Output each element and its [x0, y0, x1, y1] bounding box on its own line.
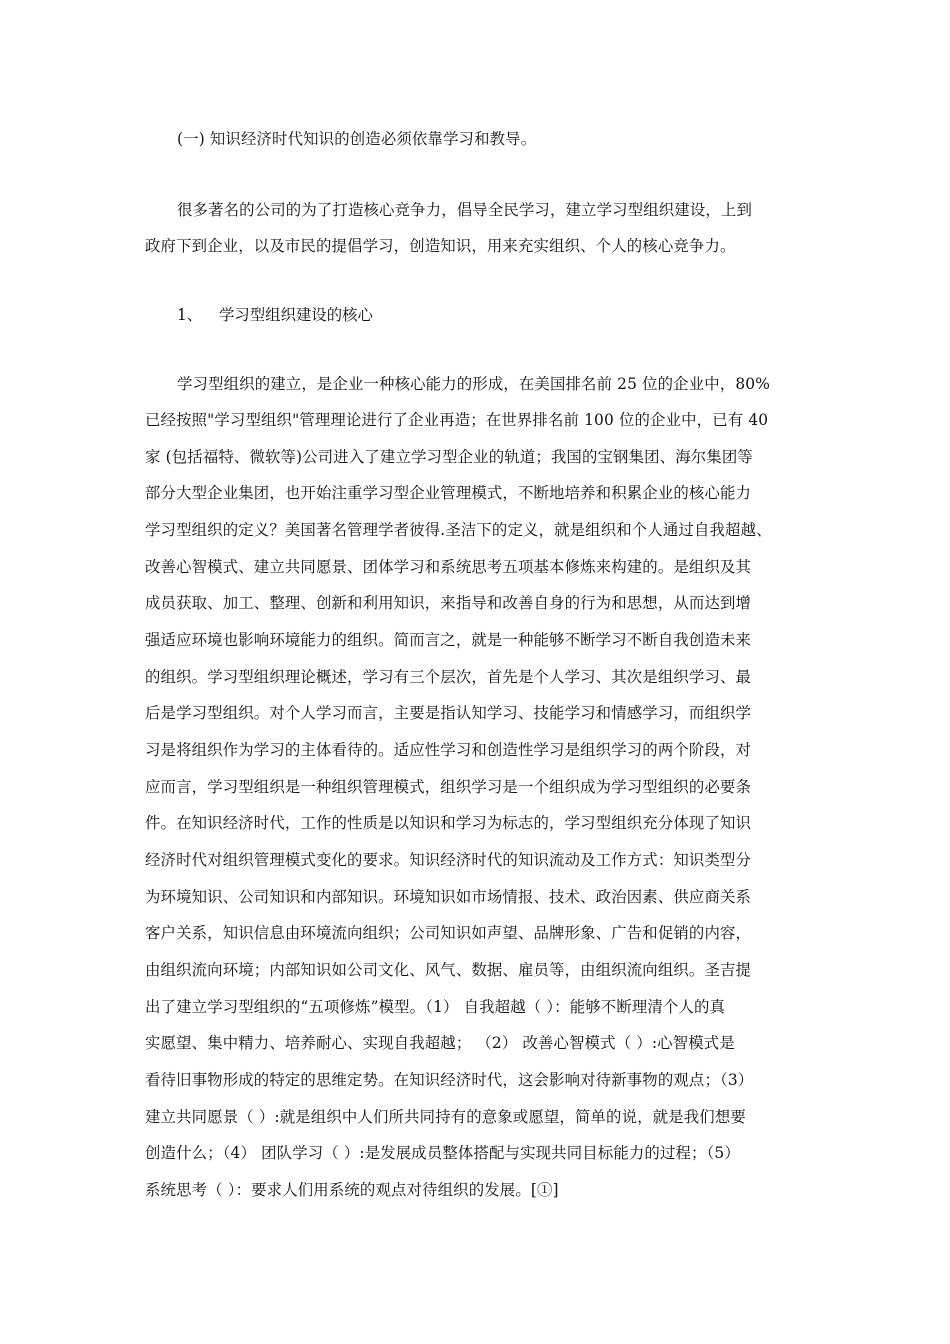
body-line: 成员获取、加工、整理、创新和利用知识，来指导和改善自身的行为和思想，从而达到增: [145, 594, 752, 612]
body-line: 的组织。学习型组织理论概述，学习有三个层次，首先是个人学习、其次是组织学习、最: [145, 668, 752, 686]
body-line: 实愿望、集中精力、培养耐心、实现自我超越； （2） 改善心智模式（ ）:心智模式是: [145, 1034, 735, 1052]
body-line: 经济时代对组织管理模式变化的要求。知识经济时代的知识流动及工作方式：知识类型分: [145, 851, 752, 869]
body-line: 改善心智模式、建立共同愿景、团体学习和系统思考五项基本修炼来构建的。是组织及其: [145, 558, 752, 576]
body-line: 建立共同愿景（ ）:就是组织中人们所共同持有的意象或愿望，简单的说，就是我们想要: [145, 1108, 746, 1126]
intro-line: 很多著名的公司的为了打造核心竞争力，倡导全民学习，建立学习型组织建设，上到: [177, 201, 753, 219]
body-line: 已经按照"学习型组织"管理理论进行了企业再造；在世界排名前 100 位的企业中，已有 40: [145, 411, 769, 429]
body-line: 家 (包括福特、微软等)公司进入了建立学习型企业的轨道；我国的宝钢集团、海尔集团等: [145, 448, 753, 466]
body-line: 后是学习型组织。对个人学习而言，主要是指认知学习、技能学习和情感学习，而组织学: [145, 704, 752, 722]
intro-line: 政府下到企业，以及市民的提倡学习，创造知识，用来充实组织、个人的核心竞争力。: [145, 237, 736, 255]
body-line: 强适应环境也影响环境能力的组织。简而言之，就是一种能够不断学习不断自我创造未来: [145, 631, 752, 649]
body-line: 系统思考（ ）：要求人们用系统的观点对待组织的发展。[①]: [145, 1181, 559, 1199]
body-line: 出了建立学习型组织的“五项修炼”模型。（1） 自我超越（ ）：能够不断理清个人的真: [145, 998, 726, 1016]
body-line: 由组织流向环境；内部知识如公司文化、风气、数据、雇员等，由组织流向组织。圣吉提: [145, 961, 752, 979]
body-line: 为环境知识、公司知识和内部知识。环境知识如市场情报、技术、政治因素、供应商关系: [145, 888, 752, 906]
section-heading: (一) 知识经济时代知识的创造必须依靠学习和教导。: [177, 130, 537, 148]
body-line: 件。在知识经济时代，工作的性质是以知识和学习为标志的，学习型组织充分体现了知识: [145, 814, 752, 832]
body-line: 创造什么；（4） 团队学习（ ）:是发展成员整体搭配与实现共同目标能力的过程；（5）: [145, 1144, 740, 1162]
body-line: 看待旧事物形成的特定的思维定势。在知识经济时代，这会影响对待新事物的观点；（3）: [145, 1071, 754, 1089]
body-line: 习是将组织作为学习的主体看待的。适应性学习和创造性学习是组织学习的两个阶段，对: [145, 741, 752, 759]
section-title: 学习型组织建设的核心: [219, 306, 373, 324]
section-number: 1、: [177, 306, 203, 324]
body-line: 客户关系，知识信息由环境流向组织；公司知识如声望、品牌形象、广告和促销的内容，: [145, 924, 752, 942]
body-line: 学习型组织的定义？美国著名管理学者彼得.圣洁下的定义，就是组织和个人通过自我超越、: [145, 521, 772, 539]
body-line: 部分大型企业集团，也开始注重学习型企业管理模式，不断地培养和积累企业的核心能力: [145, 484, 752, 502]
body-line: 应而言，学习型组织是一种组织管理模式，组织学习是一个组织成为学习型组织的必要条: [145, 778, 752, 796]
body-line: 学习型组织的建立，是企业一种核心能力的形成，在美国排名前 25 位的企业中，80%: [177, 375, 771, 393]
